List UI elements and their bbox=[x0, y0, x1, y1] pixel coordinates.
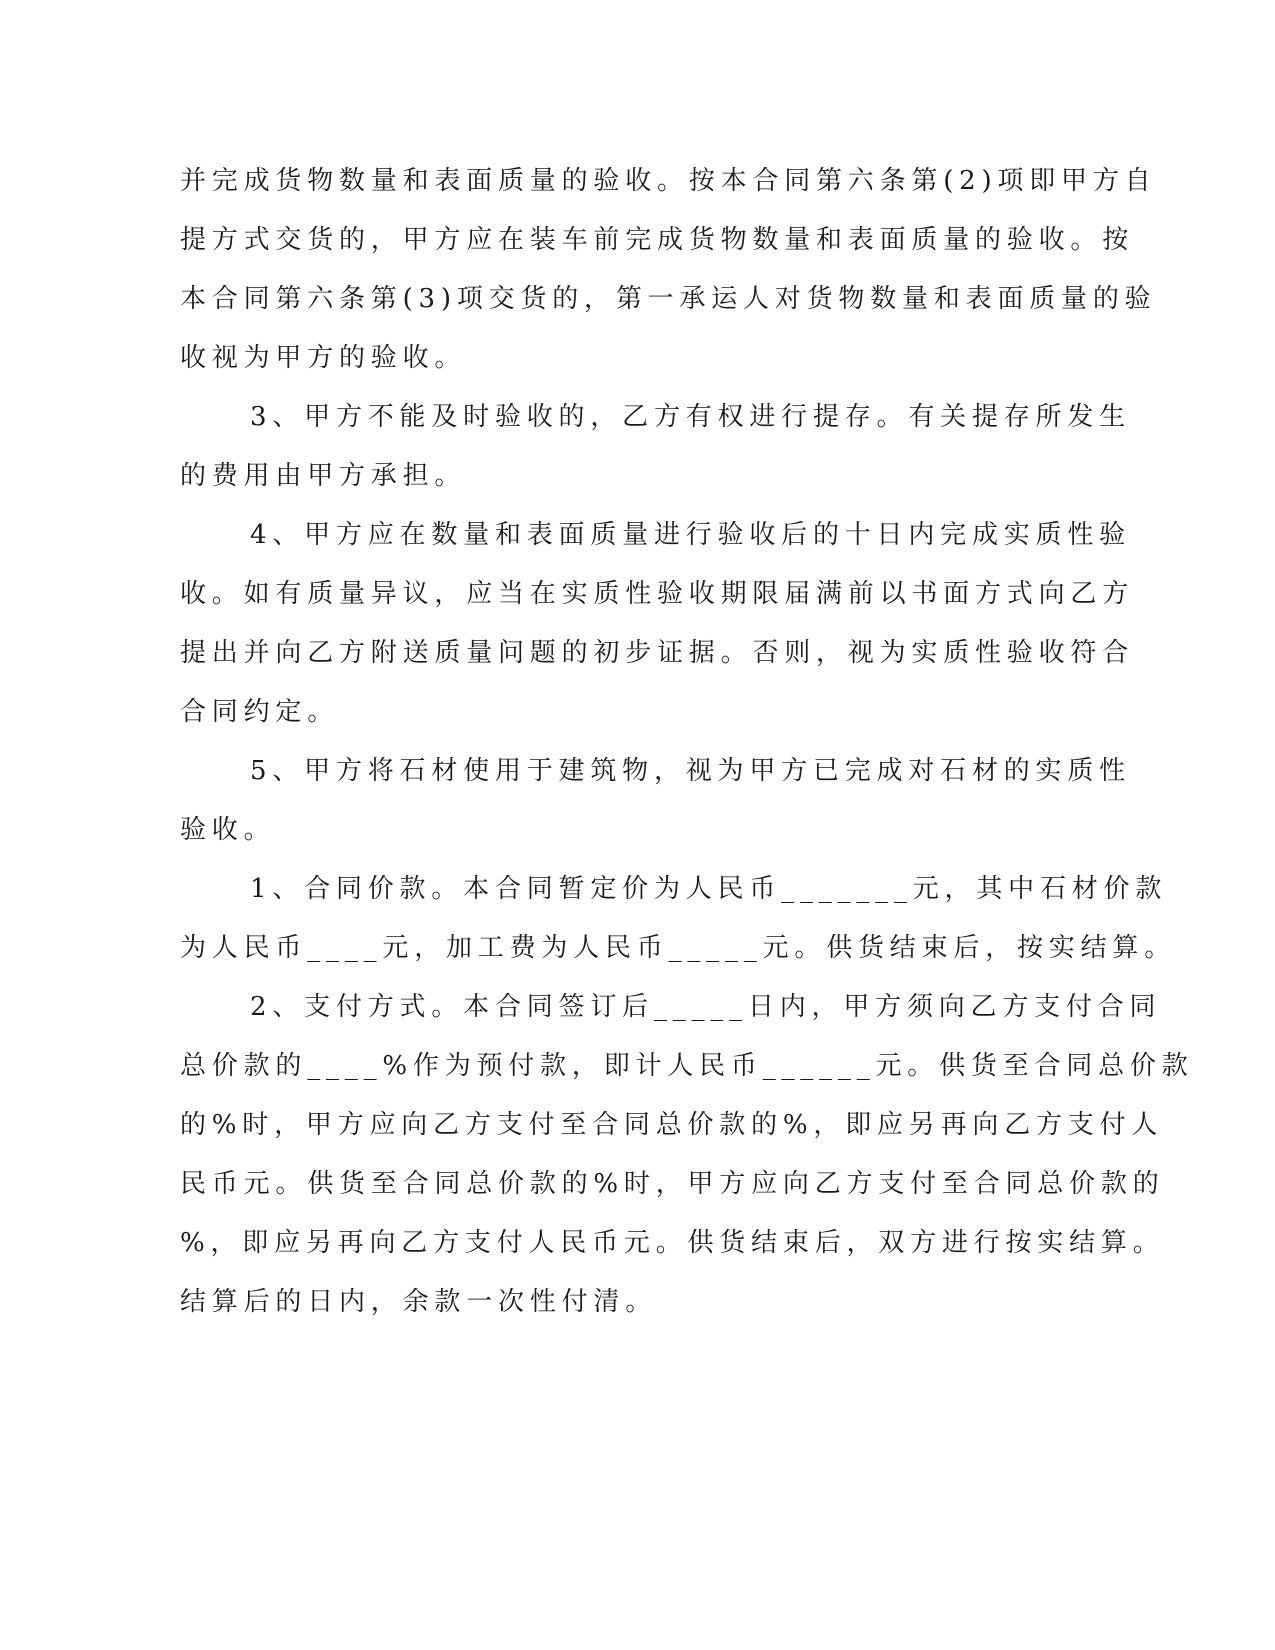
clause-3-line: 3、甲方不能及时验收的，乙方有权进行提存。有关提存所发生 bbox=[250, 402, 1131, 432]
payment-method-line: 2、支付方式。本合同签订后_____日内，甲方须向乙方支付合同 bbox=[250, 992, 1162, 1022]
clause-4-line: 4、甲方应在数量和表面质量进行验收后的十日内完成实质性验 bbox=[250, 520, 1131, 550]
paragraph-line: 总价款的____%作为预付款，即计人民币______元。供货至合同总价款 bbox=[180, 1051, 1194, 1081]
paragraph-line: 收视为甲方的验收。 bbox=[180, 343, 467, 373]
paragraph-line: 收。如有质量异议，应当在实质性验收期限届满前以书面方式向乙方 bbox=[180, 579, 1135, 609]
paragraph-line: 的%时，甲方应向乙方支付至合同总价款的%，即应另再向乙方支付人 bbox=[180, 1110, 1164, 1140]
clause-5-line: 5、甲方将石材使用于建筑物，视为甲方已完成对石材的实质性 bbox=[250, 756, 1131, 786]
paragraph-line: 并完成货物数量和表面质量的验收。按本合同第六条第(2)项即甲方自 bbox=[180, 166, 1157, 196]
paragraph-line: 的费用由甲方承担。 bbox=[180, 461, 467, 491]
paragraph-line: 验收。 bbox=[180, 815, 276, 845]
paragraph-line: 合同约定。 bbox=[180, 697, 340, 727]
paragraph-line: %，即应另再向乙方支付人民币元。供货结束后，双方进行按实结算。 bbox=[180, 1228, 1165, 1258]
paragraph-line: 提方式交货的，甲方应在装车前完成货物数量和表面质量的验收。按 bbox=[180, 225, 1135, 255]
paragraph-line: 为人民币____元，加工费为人民币_____元。供货结束后，按实结算。 bbox=[180, 933, 1177, 963]
document-body bbox=[180, 152, 1194, 1332]
paragraph-line: 民币元。供货至合同总价款的%时，甲方应向乙方支付至合同总价款的 bbox=[180, 1169, 1165, 1199]
paragraph-line: 结算后的日内，余款一次性付清。 bbox=[180, 1287, 658, 1317]
paragraph-line: 本合同第六条第(3)项交货的，第一承运人对货物数量和表面质量的验 bbox=[180, 284, 1157, 314]
contract-price-line: 1、合同价款。本合同暂定价为人民币_______元，其中石材价款 bbox=[250, 874, 1168, 904]
paragraph-line: 提出并向乙方附送质量问题的初步证据。否则，视为实质性验收符合 bbox=[180, 638, 1135, 668]
